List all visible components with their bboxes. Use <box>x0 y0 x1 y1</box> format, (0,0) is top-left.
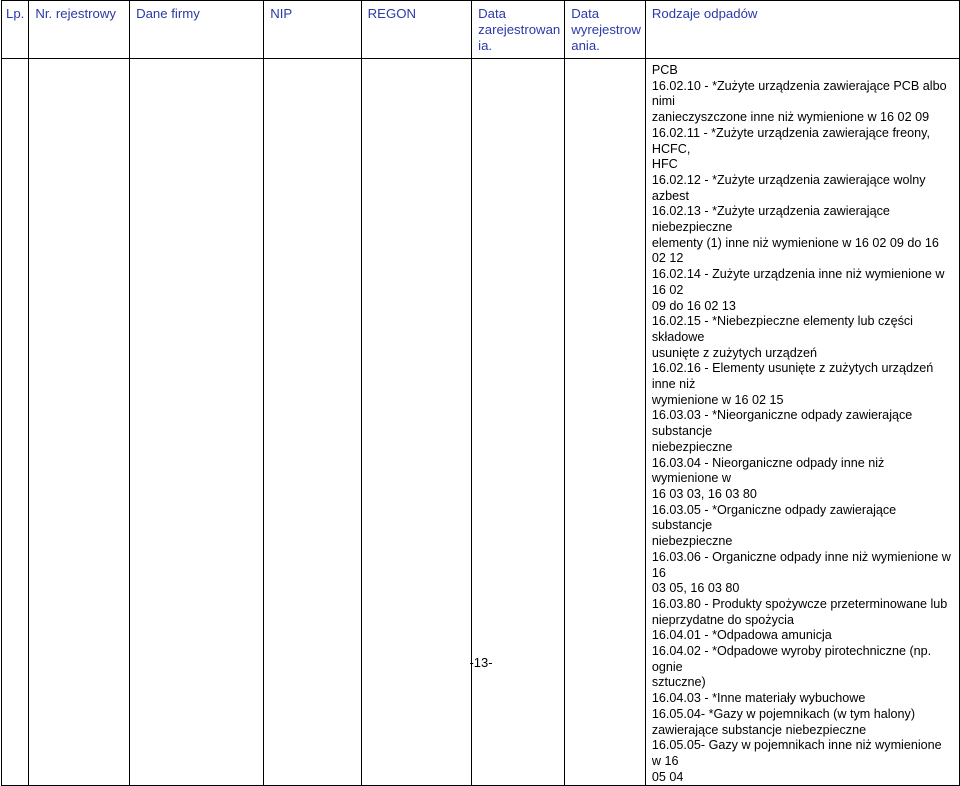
cell-data-zarejestrowania <box>472 59 565 786</box>
waste-code-line: 16.04.01 - *Odpadowa amunicja <box>651 628 832 643</box>
table-header <box>2 1 960 59</box>
header-row <box>2 1 960 59</box>
waste-code-line: 16.03.05 - *Organiczne odpady zawierające substancje <box>651 502 897 533</box>
waste-code-line: HFC <box>651 157 678 172</box>
cell-data-wyrejestrowania <box>565 59 646 786</box>
table-body <box>2 59 960 786</box>
waste-code-line: 09 do 16 02 13 <box>651 298 736 313</box>
waste-code-line: 03 05, 16 03 80 <box>651 581 740 596</box>
header-data-wyrejestrowania-line2: wyrejestrow <box>571 22 641 37</box>
waste-code-line: 16.05.05- Gazy w pojemnikach inne niż wymienione w 16 <box>651 738 942 768</box>
waste-code-line: elementy (1) inne niż wymienione w 16 02 09 do 16 02 12 <box>651 235 939 266</box>
waste-code-line: niebezpieczne <box>651 534 733 549</box>
waste-code-list <box>652 63 953 785</box>
waste-code-line: 16.05.04- *Gazy w pojemnikach (w tym halony) <box>651 706 916 721</box>
waste-code-line: 16.02.10 - *Zużyte urządzenia zawierające PCB albo nimi <box>651 78 947 109</box>
header-data-zarejestrowania <box>472 1 565 59</box>
cell-nip <box>264 59 361 786</box>
header-lp: Lp. <box>2 1 29 59</box>
page-number <box>0 655 960 670</box>
waste-code-line: zanieczyszczone inne niż wymienione w 16 02 09 <box>651 110 930 125</box>
waste-code-line: 16.02.14 - Zużyte urządzenia inne niż wymienione w 16 02 <box>651 267 945 297</box>
header-dane-firmy: Dane firmy <box>130 1 264 59</box>
page-number-text: -13- <box>469 655 493 670</box>
waste-code-line: usunięte z zużytych urządzeń <box>651 345 818 360</box>
waste-code-line: 16.03.80 - Produkty spożywcze przeterminowane lub <box>651 596 948 611</box>
waste-code-line: PCB <box>651 63 678 77</box>
header-nr-rejestrowy: Nr. rejestrowy <box>29 1 130 59</box>
waste-code-line: 16.02.13 - *Zużyte urządzenia zawierające niebezpieczne <box>651 204 890 235</box>
waste-code-line: 16.03.03 - *Nieorganiczne odpady zawierające substancje <box>651 408 913 439</box>
waste-code-line: 05 04 <box>651 769 684 784</box>
header-rodzaje-odpadow: Rodzaje odpadów <box>645 1 959 59</box>
waste-code-line: zawierające substancje niebezpieczne <box>651 722 867 737</box>
header-data-zarejestrowania-line2: zarejestrowan <box>478 22 561 37</box>
header-data-wyrejestrowania <box>565 1 646 59</box>
header-data-zarejestrowania-line3: ia. <box>478 38 493 53</box>
cell-lp <box>2 59 29 786</box>
waste-code-line: 16.02.16 - Elementy usunięte z zużytych urządzeń inne niż <box>651 361 934 392</box>
waste-code-line: wymienione w 16 02 15 <box>651 392 784 407</box>
cell-rodzaje-odpadow <box>645 59 959 786</box>
waste-code-line: niebezpieczne <box>651 439 733 454</box>
waste-code-line: 16.03.06 - Organiczne odpady inne niż wymienione w 16 <box>651 549 951 580</box>
waste-code-line: 16.04.02 - *Odpadowe wyroby pirotechniczne (np. ognie <box>651 644 932 674</box>
waste-code-line: 16.02.11 - *Zużyte urządzenia zawierające freony, HCFC, <box>651 125 931 156</box>
header-regon: REGON <box>361 1 472 59</box>
waste-code-line: nieprzydatne do spożycia <box>651 612 794 627</box>
header-data-wyrejestrowania-line1: Data <box>571 6 600 21</box>
waste-code-line: 16 03 03, 16 03 80 <box>651 486 757 501</box>
waste-code-line: 16.02.15 - *Niebezpieczne elementy lub części składowe <box>651 314 913 344</box>
header-nip: NIP <box>264 1 361 59</box>
waste-code-line: 16.04.03 - *Inne materiały wybuchowe <box>651 691 866 706</box>
cell-dane-firmy <box>130 59 264 786</box>
header-data-wyrejestrowania-line3: ania. <box>571 38 600 53</box>
cell-regon <box>361 59 472 786</box>
table-row <box>2 59 960 786</box>
waste-code-line: sztuczne) <box>651 675 706 690</box>
header-data-zarejestrowania-line1: Data <box>478 6 506 21</box>
waste-code-line: 16.02.12 - *Zużyte urządzenia zawierające wolny azbest <box>651 172 926 203</box>
waste-code-line: 16.03.04 - Nieorganiczne odpady inne niż wymienione w <box>651 455 885 486</box>
cell-nr-rejestrowy <box>29 59 130 786</box>
